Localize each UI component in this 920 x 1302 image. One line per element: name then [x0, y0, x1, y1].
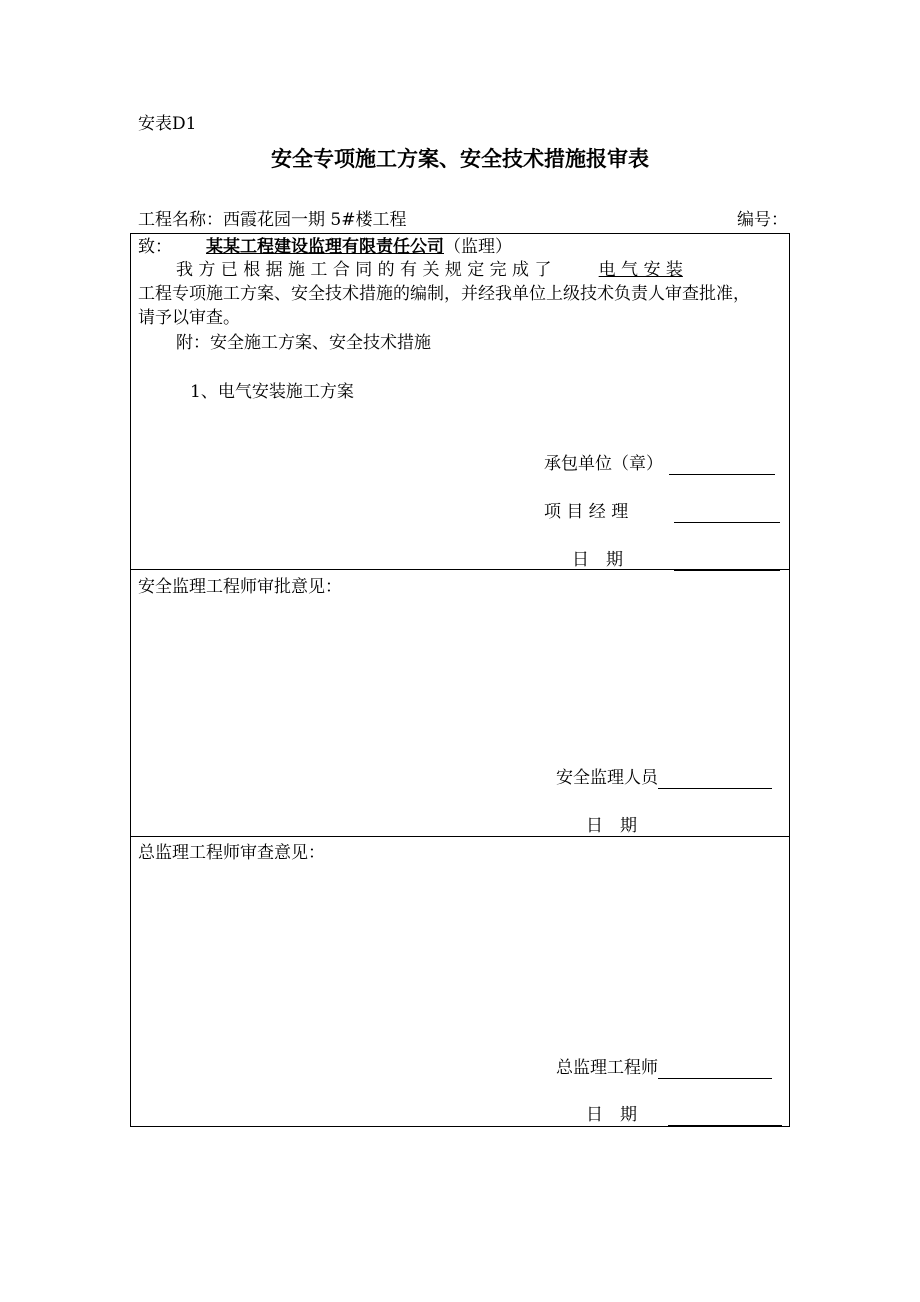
para-line-3: 请予以审查。 [138, 308, 240, 328]
para-text: 我 方 已 根 据 施 工 合 同 的 有 关 规 定 完 成 了 [176, 260, 552, 280]
sign-label: 日 期 [572, 550, 623, 570]
date-sign [586, 1104, 782, 1126]
section2-heading: 安全监理工程师审批意见： [138, 577, 342, 597]
sign-label: 日 期 [586, 1105, 637, 1125]
sign-label: 总监理工程师 [556, 1058, 658, 1078]
page-title: 安全专项施工方案、安全技术措施报审表 [271, 146, 649, 171]
to-suffix: （监理） [444, 237, 512, 257]
sign-line [669, 456, 775, 475]
supervisor-sign [556, 767, 772, 789]
chief-sign [556, 1057, 772, 1079]
project-name [138, 209, 406, 231]
manager-sign [544, 501, 780, 523]
sign-label: 安全监理人员 [556, 768, 658, 788]
para-line-2: 工程专项施工方案、安全技术措施的编制，并经我单位上级技术负责人审查批准， [138, 284, 750, 304]
sign-label: 日 期 [586, 816, 637, 836]
section3-heading: 总监理工程师审查意见： [138, 843, 325, 863]
attachment: 附：安全施工方案、安全技术措施 [176, 333, 431, 353]
sign-line [674, 552, 780, 571]
sign-line [658, 1060, 772, 1079]
project-value: 西霞花园一期 5#楼工程 [223, 210, 407, 230]
sign-label: 项 目 经 理 [544, 502, 629, 522]
sign-line [668, 1107, 782, 1126]
form-table [130, 233, 790, 1127]
contractor-sign [544, 453, 775, 475]
sign-line [668, 818, 782, 837]
sign-label: 承包单位（章） [544, 454, 663, 474]
sign-line [674, 504, 780, 523]
form-code: 安表D1 [138, 114, 197, 134]
to-company: 某某工程建设监理有限责任公司 [206, 237, 444, 257]
number-label: 编号： [737, 210, 788, 230]
attachment-item: 1、电气安装施工方案 [190, 382, 354, 402]
sign-line [658, 770, 772, 789]
to-label: 致： [138, 237, 172, 257]
project-label: 工程名称： [138, 210, 223, 230]
addressee [138, 236, 512, 258]
date-sign [572, 549, 780, 571]
para-line-1 [176, 259, 683, 281]
date-sign [586, 815, 782, 837]
para-fill: 电 气 安 装 [598, 260, 683, 280]
